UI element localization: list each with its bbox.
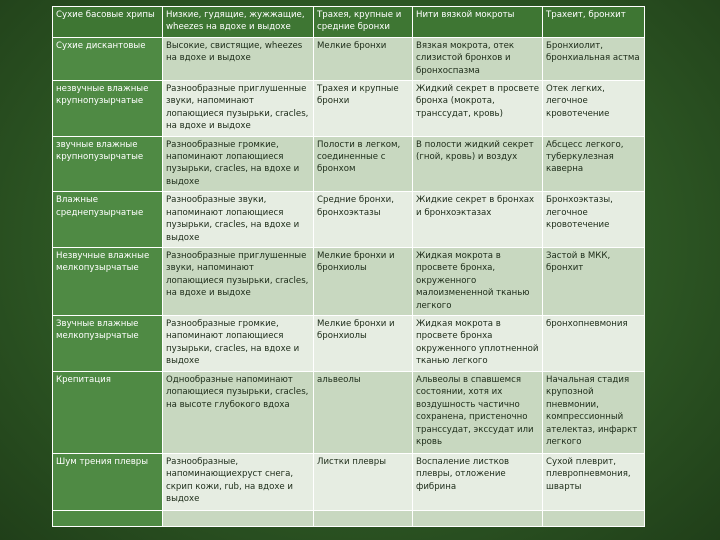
- table-cell: Разнообразные громкие, напоминают лопающиеся пузырьки, cracles, на вдохе и выдохе: [163, 315, 314, 371]
- table-row: [53, 192, 645, 248]
- table-cell: [314, 510, 413, 526]
- table-cell: Разнообразные приглушенные звуки, напоминают лопающиеся пузырьки, cracles, на вдохе и выдохе: [163, 81, 314, 137]
- table-cell: Трахеит, бронхит: [543, 7, 645, 38]
- table-cell: Полости в легком, соединенные с бронхом: [314, 136, 413, 192]
- table-cell: Абсцесс легкого, туберкулезная каверна: [543, 136, 645, 192]
- table-cell: Сухие басовые хрипы: [53, 7, 163, 38]
- table-cell: Бронхиолит, бронхиальная астма: [543, 37, 645, 80]
- table-cell: Звучные влажные мелкопузырчатые: [53, 315, 163, 371]
- table-cell: В полости жидкий секрет (гной, кровь) и воздух: [413, 136, 543, 192]
- table-cell: Жидкая мокрота в просвете бронха окруженного уплотненной тканью легкого: [413, 315, 543, 371]
- auscultation-table: [52, 6, 645, 527]
- table-cell: Сухой плеврит, плевропневмония, шварты: [543, 453, 645, 510]
- table-row: [53, 136, 645, 192]
- table-row: [53, 371, 645, 453]
- table-cell: Разнообразные приглушенные звуки, напоминают лопающиеся пузырьки, cracles, на вдохе и выдохе: [163, 247, 314, 315]
- table-cell: Жидкий секрет в просвете бронха (мокрота, транссудат, кровь): [413, 81, 543, 137]
- table-cell: Мелкие бронхи: [314, 37, 413, 80]
- table-cell: Разнообразные, напоминающиехруст снега, скрип кожи, rub, на вдохе и выдохе: [163, 453, 314, 510]
- table-cell: Разнообразные громкие, напоминают лопающиеся пузырьки, cracles, на вдохе и выдохе: [163, 136, 314, 192]
- table-cell: незвучные влажные крупнопузырчатые: [53, 81, 163, 137]
- table-cell: бронхопневмония: [543, 315, 645, 371]
- table-cell: альвеолы: [314, 371, 413, 453]
- table-cell: Шум трения плевры: [53, 453, 163, 510]
- table-row: [53, 81, 645, 137]
- table-cell: Низкие, гудящие, жужжащие, wheezes на вдохе и выдохе: [163, 7, 314, 38]
- table-cell: Жидкая мокрота в просвете бронха, окруженного малоизмененной тканью легкого: [413, 247, 543, 315]
- table-cell: Отек легких, легочное кровотечение: [543, 81, 645, 137]
- table-row: [53, 453, 645, 510]
- table-row: [53, 37, 645, 80]
- table-cell: Влажные среднепузырчатые: [53, 192, 163, 248]
- table-cell: Однообразные напоминают лопающиеся пузырьки, cracles, на высоте глубокого вдоха: [163, 371, 314, 453]
- table-cell: Незвучные влажные мелкопузырчатые: [53, 247, 163, 315]
- table-cell: Сухие дискантовые: [53, 37, 163, 80]
- table-cell: Крепитация: [53, 371, 163, 453]
- table-row: [53, 510, 645, 526]
- table-row: [53, 7, 645, 38]
- table-cell: Мелкие бронхи и бронхиолы: [314, 315, 413, 371]
- table-cell: Воспаление листков плевры, отложение фибрина: [413, 453, 543, 510]
- table-cell: Бронхоэктазы, легочное кровотечение: [543, 192, 645, 248]
- table-row: [53, 315, 645, 371]
- table-cell: Средние бронхи, бронхоэктазы: [314, 192, 413, 248]
- table-cell: Листки плевры: [314, 453, 413, 510]
- table-cell: [413, 510, 543, 526]
- table-cell: Трахея и крупные бронхи: [314, 81, 413, 137]
- table-cell: Нити вязкой мокроты: [413, 7, 543, 38]
- table-cell: Альвеолы в спавшемся состоянии, хотя их воздушность частично сохранена, пристеночно транссудат, экссудат или кровь: [413, 371, 543, 453]
- table-cell: Застой в МКК, бронхит: [543, 247, 645, 315]
- table-cell: Высокие, свистящие, wheezes на вдохе и выдохе: [163, 37, 314, 80]
- table-cell: [53, 510, 163, 526]
- table-cell: Жидкие секрет в бронхах и бронхоэктазах: [413, 192, 543, 248]
- table-cell: Вязкая мокрота, отек слизистой бронхов и бронхоспазма: [413, 37, 543, 80]
- table-cell: звучные влажные крупнопузырчатые: [53, 136, 163, 192]
- table-cell: [163, 510, 314, 526]
- table-cell: Трахея, крупные и средние бронхи: [314, 7, 413, 38]
- table-cell: [543, 510, 645, 526]
- table-cell: Начальная стадия крупозной пневмонии, компрессионный ателектаз, инфаркт легкого: [543, 371, 645, 453]
- table-cell: Мелкие бронхи и бронхиолы: [314, 247, 413, 315]
- table-row: [53, 247, 645, 315]
- table-cell: Разнообразные звуки, напоминают лопающиеся пузырьки, cracles, на вдохе и выдохе: [163, 192, 314, 248]
